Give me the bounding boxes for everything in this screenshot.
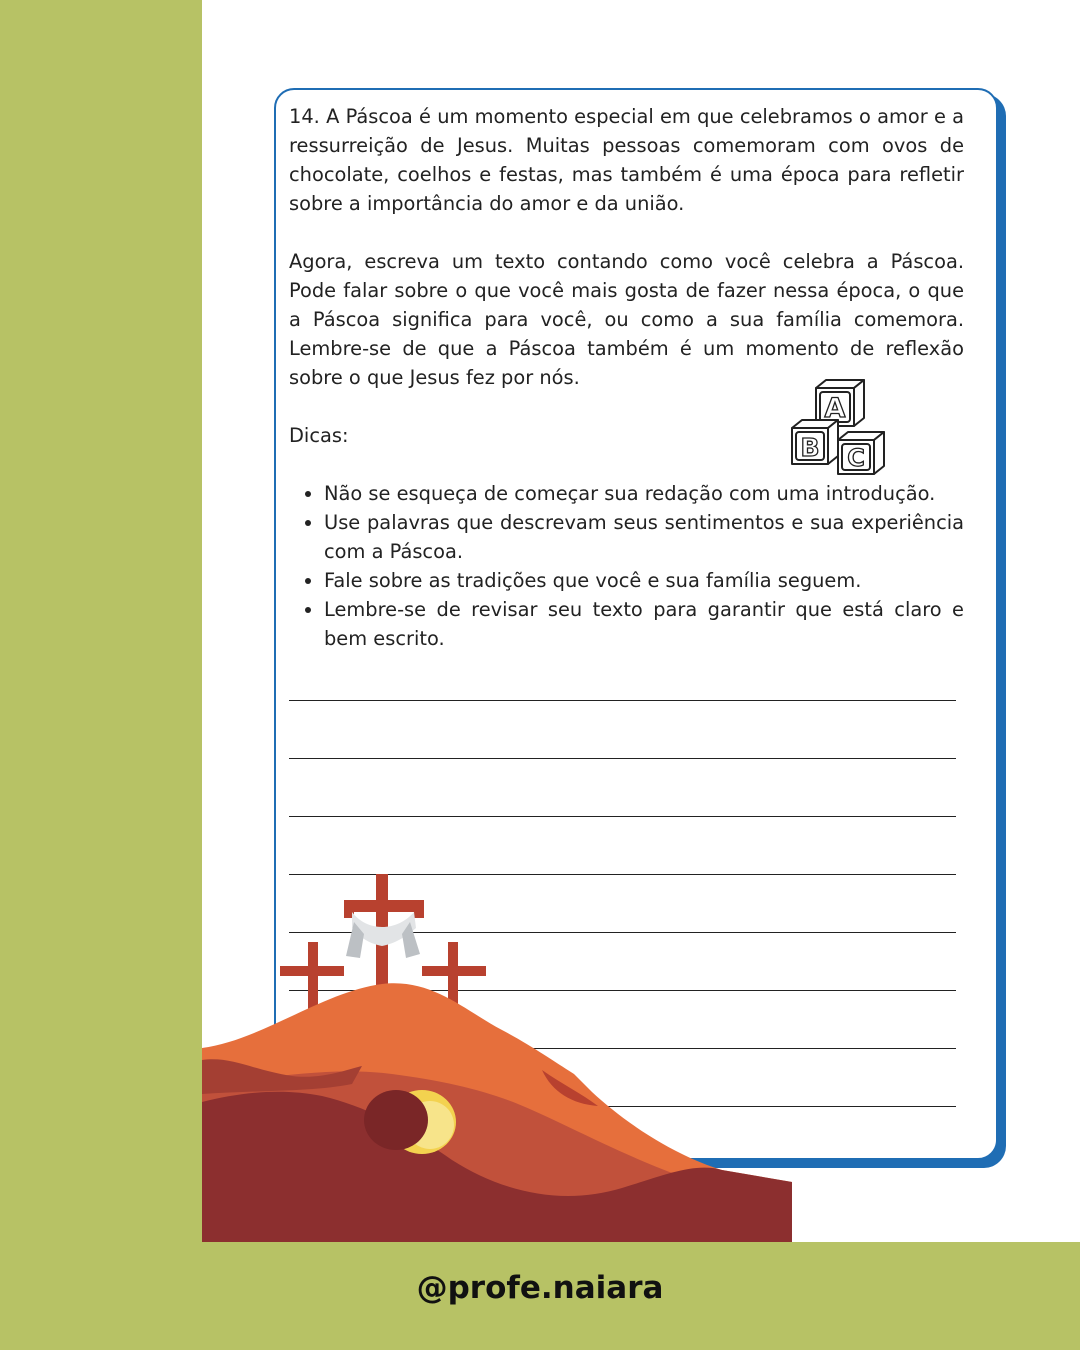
writing-line[interactable] (289, 700, 956, 701)
tip-item: • Lembre-se de revisar seu texto para garantir que está claro e bem escrito. (324, 595, 964, 653)
tip-item: • Não se esqueça de começar sua redação com uma introdução. (324, 479, 964, 508)
writing-line[interactable] (289, 816, 956, 817)
easter-calvary-tomb-illustration (202, 870, 792, 1242)
activity-prompt: Agora, escreva um texto contando como você celebra a Páscoa. Pode falar sobre o que você mais gosta de fazer nessa época, o que a Páscoa significa para você, ou como a sua família comemora. Lembre-se de que a Páscoa também é um momento de reflexão sobre o que Jesus fez por nós. (289, 250, 964, 389)
activity-intro: 14. A Páscoa é um momento especial em que celebramos o amor e a ressurreição de Jesus. Muitas pessoas comemoram com ovos de chocolate, coelhos e festas, mas também é uma época para refletir sobre a importância do amor e da união. (289, 105, 964, 215)
tips-list (289, 479, 964, 653)
block-letter-b: B (800, 433, 820, 462)
tips-heading: Dicas: (289, 424, 349, 447)
block-letter-a: A (824, 393, 846, 424)
tip-item: • Fale sobre as tradições que você e sua família seguem. (324, 566, 964, 595)
tip-item: • Use palavras que descrevam seus sentimentos e sua experiência com a Páscoa. (324, 508, 964, 566)
author-handle: @profe.naiara (416, 1270, 664, 1306)
abc-blocks-icon (788, 376, 888, 478)
block-letter-c: C (847, 444, 865, 472)
writing-line[interactable] (289, 758, 956, 759)
